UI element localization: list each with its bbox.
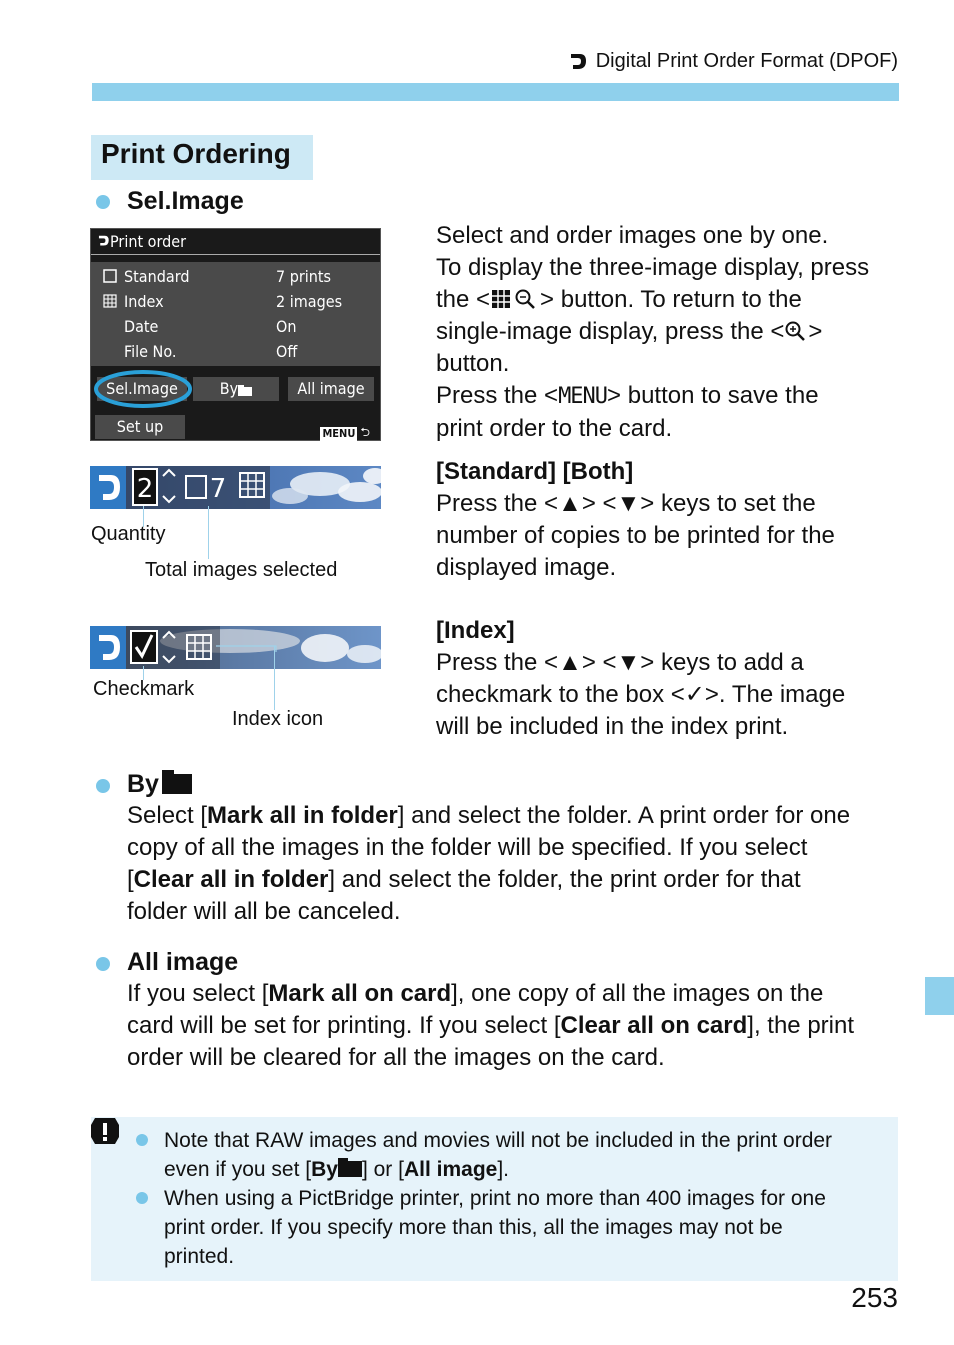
index-magnify-icon [490, 288, 540, 310]
all-image-description: If you select [Mark all on card], one copy of all the images on the card will be set for printing. If you select [Clear all on card], the print order will be cleared for all the images on the card. [127, 980, 855, 1071]
index-icon [103, 294, 117, 308]
caution-note-text: Note that RAW images and movies will not be included in the print order even if you set [By ] or [All image]. When using a PictBridge printer, print no more than 400 images for one print order. If you specify more than this, all the images may not be printed. [164, 1129, 833, 1268]
quantity-label: Quantity [91, 523, 166, 545]
header-bar [92, 83, 899, 101]
folder-icon [162, 774, 192, 794]
print-icon [568, 52, 588, 72]
header-title: Digital Print Order Format (DPOF) [595, 50, 898, 72]
menu-icon: MENU [558, 384, 608, 409]
bullet-icon [96, 957, 110, 971]
all-image-title: All image [127, 948, 239, 976]
standard-description: [Standard] [Both] Press the <▲> <▼> keys to set the number of copies to be printed for the displayed image. [436, 458, 835, 581]
index-description: [Index] Press the <▲> <▼> keys to add a checkmark to the box <✓>. The image will be included in the index print. [436, 617, 846, 740]
lcd-row: File No. Off [124, 342, 298, 361]
print-icon [97, 234, 110, 248]
folder-icon [238, 387, 252, 396]
caution-icon [89, 1115, 121, 1147]
bullet-icon [136, 1192, 148, 1204]
section-title: Print Ordering [101, 138, 291, 169]
up-arrow-icon: ▲ [558, 649, 582, 676]
checkmark-label: Checkmark [93, 678, 195, 700]
bullet-icon [136, 1134, 148, 1146]
down-arrow-icon: ▼ [616, 649, 641, 676]
standard-icon [103, 269, 117, 283]
by-folder-description: Select [Mark all in folder] and select the folder. A print order for one copy of all the images in the folder will be specified. If you select [Clear all in folder] and select the folder, the print order for that folder will all be canceled. [127, 802, 851, 925]
bullet-icon [96, 779, 110, 793]
lcd-row: Date On [124, 317, 297, 336]
index-icon-label: Index icon [232, 708, 324, 730]
checkmark-icon: ✓ [684, 681, 705, 708]
chapter-tab [925, 977, 954, 1015]
sel-image-description: Select and order images one by one. To display the three-image display, press the < > button. To return to the single-image display, press the < > button. Press the <MENU> button to save the print order to the card. [436, 222, 870, 442]
down-arrow-icon: ▼ [616, 490, 641, 517]
page-number: 253 [851, 1282, 898, 1313]
standard-strip [90, 466, 381, 509]
total-label: Total images selected [145, 559, 338, 581]
lcd-row: Index 2 images [91, 289, 380, 314]
by-folder-title: By [127, 770, 192, 799]
leader-line [208, 506, 209, 559]
print-order-screen [90, 228, 381, 441]
sel-image-button[interactable]: Sel.Image [97, 377, 187, 401]
all-image-button[interactable]: All image [288, 377, 374, 401]
highlight-ellipse [92, 368, 192, 410]
lcd-row: Standard 7 prints [91, 264, 380, 289]
index-strip [90, 626, 381, 669]
setup-button[interactable]: Set up [95, 415, 185, 439]
lcd-settings-table [91, 262, 380, 366]
magnify-icon [784, 320, 808, 342]
quantity-value: 2 [136, 474, 154, 504]
leader-line [274, 646, 275, 710]
sel-image-title: Sel.Image [127, 187, 244, 215]
bullet-icon [96, 195, 110, 209]
up-arrow-icon: ▲ [558, 490, 582, 517]
lcd-title: Print order [91, 229, 380, 255]
page-header [568, 50, 898, 73]
menu-return-indicator: MENU ⮌ [320, 423, 370, 444]
return-icon: ⮌ [360, 425, 370, 439]
by-folder-button[interactable]: By [193, 377, 279, 401]
folder-icon [338, 1161, 362, 1177]
total-value: 7 [209, 474, 227, 504]
